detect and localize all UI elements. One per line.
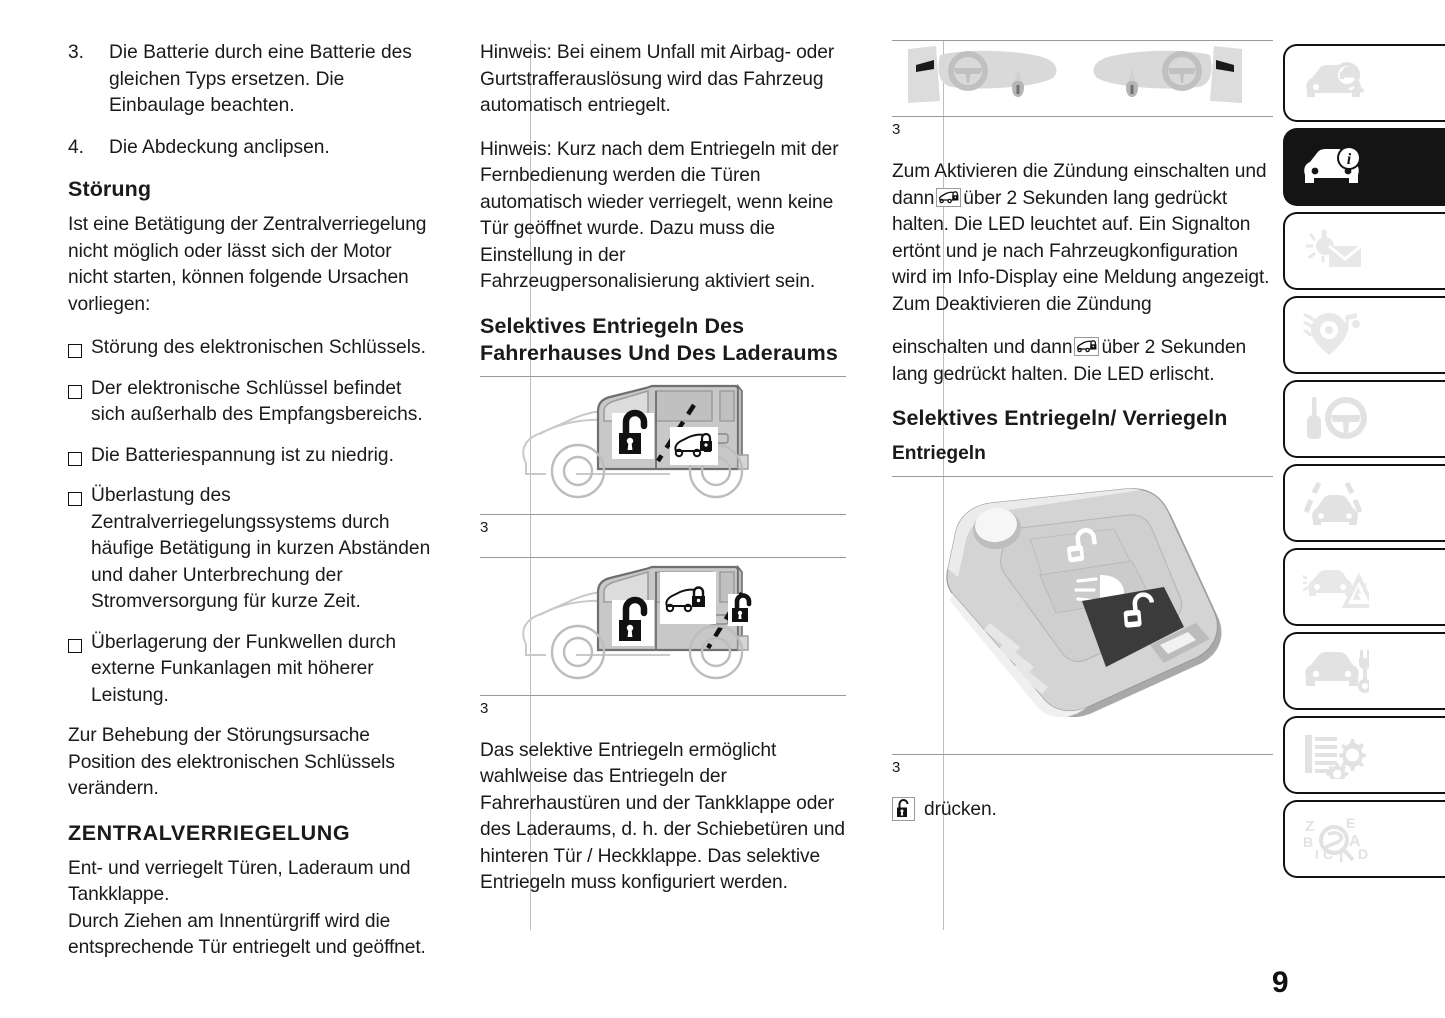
step-number: 4. bbox=[68, 136, 85, 158]
car-wrench-icon bbox=[1303, 648, 1369, 694]
column-1 bbox=[68, 40, 460, 958]
selective-unlock-description: Das selektive Entriegeln ermöglicht wahlweise das Entriegeln der Fahrerhaustüren und der Tankklappe oder des Laderaums, d. h. der Schiebetüren und hinteren Tür / Heckklappe. Das selektive Entriegeln muss konfiguriert werden. bbox=[480, 739, 845, 893]
square-bullet-icon bbox=[68, 447, 91, 474]
media-location-icon bbox=[1303, 311, 1365, 359]
figure-number: 3 bbox=[480, 699, 489, 717]
step-text: Die Abdeckung anclipsen. bbox=[109, 136, 330, 158]
activation-text-3: über 2 Sekunden lang gedrückt halten. Die LED leuchtet auf. Ein Signalton ertönt und je nach Fahrzeugkonfiguration wird im Info-Display eine Meldung angezeigt. Zum Deaktivieren die Zündung bbox=[892, 187, 1270, 315]
cause-text: Die Batteriespannung ist zu niedrig. bbox=[91, 444, 394, 466]
car-lock-button-icon bbox=[1074, 337, 1099, 356]
sidebar-item-maintenance-and-care[interactable] bbox=[1283, 632, 1445, 710]
car-info-icon bbox=[1303, 145, 1365, 189]
unlock-padlock-icon-front bbox=[612, 413, 654, 459]
page-number: 9 bbox=[1271, 966, 1289, 999]
sidebar-item-driver-assistance[interactable] bbox=[1283, 464, 1445, 542]
figure-number: 3 bbox=[892, 121, 901, 138]
van-illustration-2 bbox=[480, 558, 846, 690]
subheading-entriegeln: Entriegeln bbox=[892, 443, 986, 464]
sidebar-item-starting-and-driving[interactable] bbox=[1283, 380, 1445, 458]
dashboard-illustration bbox=[892, 41, 1258, 111]
cause-text: Überlastung des Zentralverriegelungssystems durch häufige Betätigung in kurzen Abständen und daher Unterbrechung der Stromversorgung für kurze Zeit. bbox=[91, 485, 431, 612]
figure-van-selective-unlock-2 bbox=[480, 557, 846, 732]
press-instruction-paragraph bbox=[892, 797, 1273, 824]
sidebar-item-getting-to-know-the-vehicle[interactable] bbox=[1283, 128, 1445, 206]
section-heading-zentralverriegelung: ZENTRALVERRIEGELUNG bbox=[68, 820, 351, 845]
car-lane-icon bbox=[1303, 479, 1367, 527]
list-item bbox=[68, 135, 436, 162]
sun-envelope-icon bbox=[1303, 229, 1365, 273]
stoerung-intro-paragraph: Ist eine Betätigung der Zentralverriegelung nicht möglich oder lässt sich der Motor nicht starten, können folgende Ursachen vorliegen: bbox=[68, 214, 427, 315]
svg-text:B: B bbox=[1303, 834, 1314, 850]
figure-artwork bbox=[892, 477, 1273, 754]
list-item bbox=[68, 376, 436, 429]
square-bullet-icon bbox=[68, 487, 91, 620]
dashboard-left bbox=[908, 46, 1057, 103]
cause-bullet-list bbox=[68, 335, 436, 709]
svg-text:D: D bbox=[1358, 846, 1369, 862]
sidebar-item-infotainment[interactable] bbox=[1283, 296, 1445, 374]
svg-text:I: I bbox=[1315, 847, 1319, 862]
column-2 bbox=[460, 40, 868, 930]
figure-artwork bbox=[480, 558, 846, 695]
sidebar-item-alphabetical-index[interactable] bbox=[1283, 800, 1445, 878]
svg-text:Z: Z bbox=[1305, 818, 1315, 835]
figure-artwork bbox=[480, 377, 846, 514]
alphabet-magnifier-icon bbox=[1303, 815, 1375, 863]
cargo-lock-icon bbox=[660, 572, 716, 624]
note-paragraph-2: Hinweis: Kurz nach dem Entriegeln mit der Fernbedienung werden die Türen automatisch wieder verriegelt, wenn keine Tür geöffnet wurde. Dazu muss die Einstellung in der Fahrzeugpersonalisierung aktiviert sein. bbox=[480, 138, 839, 292]
svg-text:i: i bbox=[1346, 151, 1352, 168]
sidebar-item-emergency[interactable] bbox=[1283, 548, 1445, 626]
square-bullet-icon bbox=[68, 634, 91, 714]
figure-key-fob bbox=[892, 476, 1273, 791]
car-lock-button-icon bbox=[936, 188, 961, 207]
car-warning-triangle-icon bbox=[1303, 564, 1369, 610]
figure-number: 3 bbox=[480, 518, 489, 536]
unlock-padlock-icon-rear bbox=[728, 594, 758, 626]
car-magnifier-icon bbox=[1303, 61, 1365, 105]
cause-text: Störung des elektronischen Schlüssels. bbox=[91, 337, 426, 358]
remedy-paragraph: Zur Behebung der Störungsursache Position des elektronischen Schlüssels verändern. bbox=[68, 725, 395, 799]
cargo-lock-icon bbox=[670, 427, 718, 465]
svg-text:E: E bbox=[1346, 815, 1356, 831]
numbered-step-list bbox=[68, 40, 436, 161]
svg-text:A: A bbox=[1349, 833, 1361, 850]
figure-dashboard-mirrored bbox=[892, 40, 1273, 153]
chapter-tab-rail bbox=[1283, 44, 1445, 884]
list-gears-icon bbox=[1303, 731, 1367, 779]
sidebar-item-vehicle-overview[interactable] bbox=[1283, 44, 1445, 122]
unlock-padlock-icon bbox=[892, 797, 915, 821]
activation-text-1: Zum Aktivieren die Zündung einschalten bbox=[892, 161, 1230, 182]
svg-text:T: T bbox=[1336, 847, 1347, 863]
dashboard-right bbox=[1093, 46, 1242, 103]
activation-paragraph bbox=[892, 159, 1273, 318]
activation-text-2: und dann bbox=[892, 161, 1267, 209]
zentral-paragraph-2: Durch Ziehen am Innentürgriff wird die entsprechende Tür entriegelt und geöffnet. bbox=[68, 910, 426, 958]
section-heading-stoerung: Störung bbox=[68, 177, 152, 201]
deactivation-text-2: über 2 Sekunden lang gedrückt halten. Die LED erlischt. bbox=[892, 337, 1247, 385]
figure-number: 3 bbox=[892, 759, 901, 776]
cause-text: Der elektronische Schlüssel befindet sich außerhalb des Empfangsbereichs. bbox=[91, 377, 423, 425]
square-bullet-icon bbox=[68, 339, 91, 366]
page-columns bbox=[68, 40, 1273, 958]
deactivation-text-1: einschalten und dann bbox=[892, 337, 1073, 358]
gearshift-steering-icon bbox=[1303, 395, 1371, 443]
step-number: 3. bbox=[68, 42, 85, 63]
list-item bbox=[68, 630, 436, 710]
zentral-paragraph-1: Ent- und verriegelt Türen, Laderaum und Tankklappe. bbox=[68, 857, 411, 905]
step-text: Die Batterie durch eine Batterie des gleichen Typs ersetzen. Die Einbaulage beachten. bbox=[109, 42, 412, 116]
key-fob-illustration bbox=[892, 477, 1252, 749]
list-item bbox=[68, 483, 436, 616]
press-instruction-text: drücken. bbox=[924, 799, 997, 820]
figure-artwork bbox=[892, 41, 1273, 116]
sidebar-item-technical-data[interactable] bbox=[1283, 716, 1445, 794]
svg-text:C: C bbox=[1323, 846, 1334, 862]
list-item bbox=[68, 443, 436, 470]
figure-van-selective-unlock-1 bbox=[480, 376, 846, 551]
square-bullet-icon bbox=[68, 380, 91, 433]
section-heading-selektives-entriegeln-verriegeln: Selektives Entriegeln/ Verriegeln bbox=[892, 406, 1228, 430]
deactivation-paragraph bbox=[892, 335, 1273, 388]
unlock-padlock-icon-front bbox=[612, 600, 654, 646]
sidebar-item-lights-and-wipers[interactable] bbox=[1283, 212, 1445, 290]
note-paragraph-1: Hinweis: Bei einem Unfall mit Airbag- oder Gurtstrafferauslösung wird das Fahrzeug automatisch entriegelt. bbox=[480, 42, 835, 116]
list-item bbox=[68, 40, 436, 120]
list-item bbox=[68, 335, 436, 362]
van-illustration-1 bbox=[480, 377, 846, 509]
column-3 bbox=[868, 40, 1273, 930]
wrench-shape bbox=[1358, 650, 1369, 693]
cause-text: Überlagerung der Funkwellen durch externe Funkanlagen mit höherer Leistung. bbox=[91, 631, 397, 706]
section-heading-selektives-entriegeln: Selektives Entriegeln Des Fahrerhauses Und Des Laderaums bbox=[480, 313, 838, 365]
